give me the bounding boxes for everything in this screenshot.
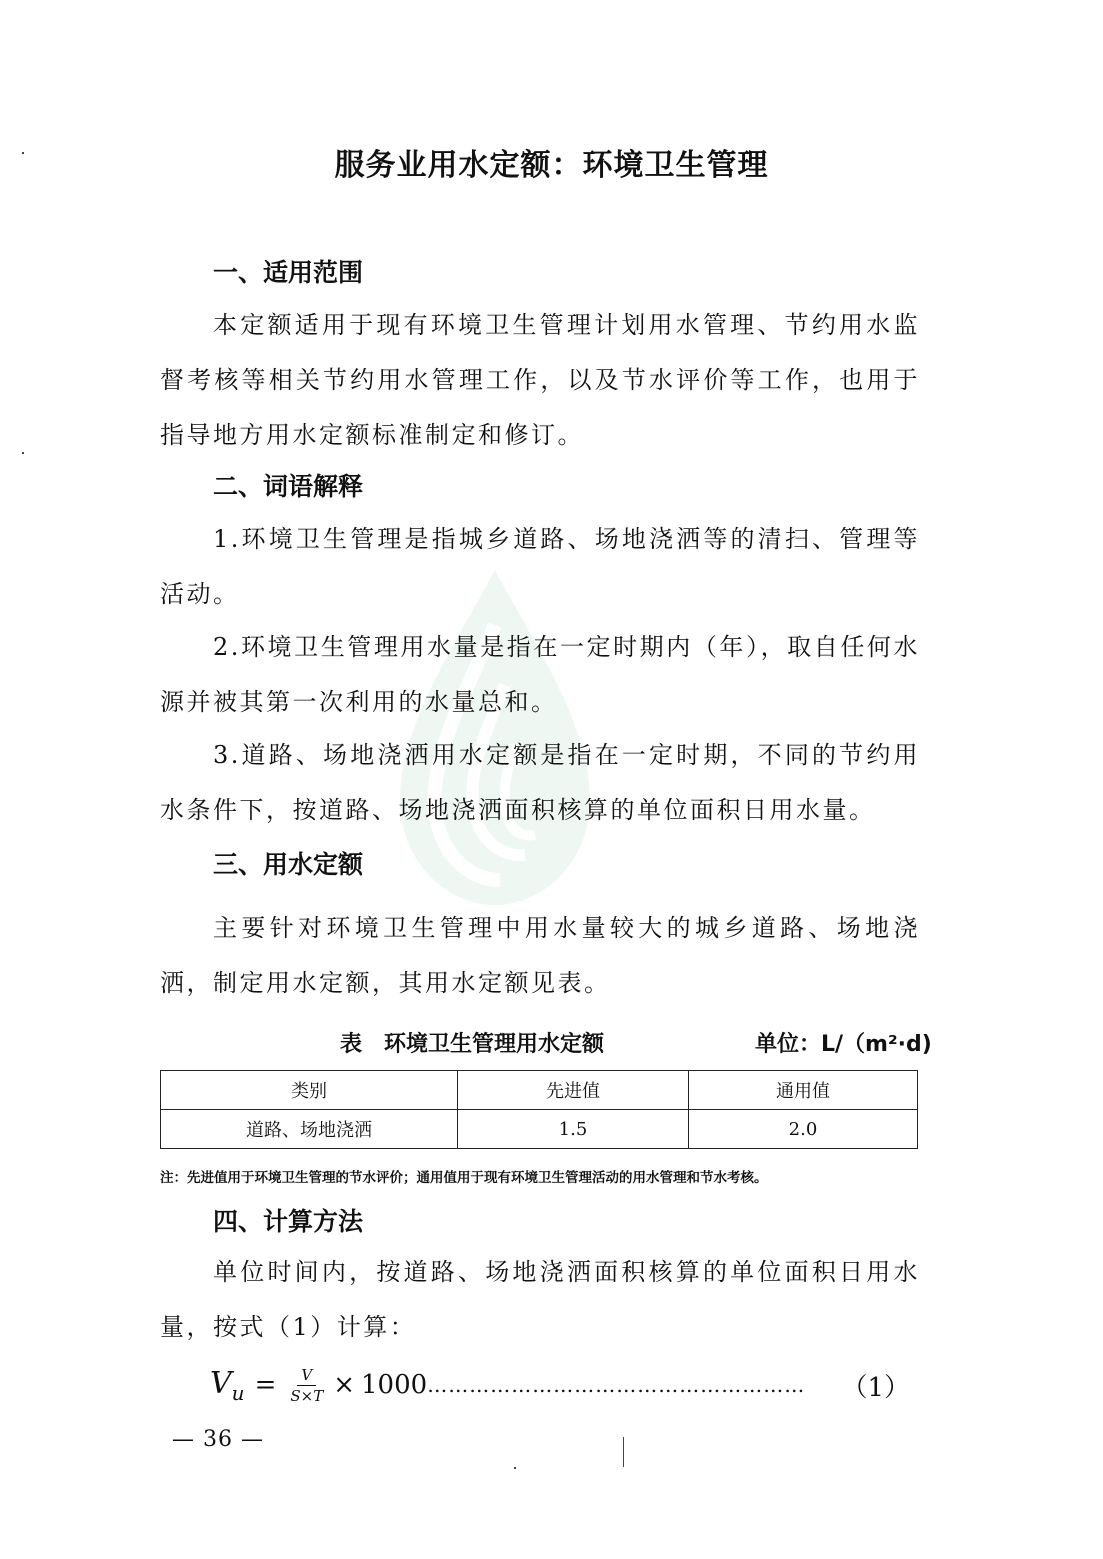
section-heading-method: 四、计算方法 <box>213 1207 364 1236</box>
formula-times: × <box>333 1370 356 1400</box>
table-caption-title: 环境卫生管理用水定额 <box>384 1032 605 1057</box>
formula-1 <box>210 1360 910 1410</box>
scan-speck <box>22 152 24 154</box>
table-cell-general: 2.0 <box>689 1110 918 1149</box>
table-unit-label: 单位：L/（m²·d) <box>755 1032 932 1057</box>
paragraph-quota: 主要针对环境卫生管理中用水量较大的城乡道路、场地浇洒，制定用水定额，其用水定额见表。 <box>160 914 920 997</box>
scan-speck <box>514 1467 516 1469</box>
table-header-category: 类别 <box>161 1071 458 1110</box>
table-header-general: 通用值 <box>689 1071 918 1110</box>
formula-denominator: S×T <box>290 1386 324 1405</box>
table-caption <box>340 1027 604 1058</box>
section-heading-quota: 三、用水定额 <box>213 850 364 879</box>
paragraph-definition-2: 2.环境卫生管理用水量是指在一定时期内（年），取自任何水源并被其第一次利用的水量总和。 <box>160 633 920 716</box>
scan-speck <box>22 452 24 454</box>
paragraph-definition-3: 3.道路、场地浇洒用水定额是指在一定时期，不同的节约用水条件下，按道路、场地浇洒面积核算的单位面积日用水量。 <box>160 741 920 824</box>
table-header-advanced: 先进值 <box>458 1071 689 1110</box>
table-caption-prefix: 表 <box>340 1032 363 1057</box>
formula-number: （1） <box>841 1372 910 1403</box>
formula-leader-dots: ……………………………………………… <box>427 1373 806 1397</box>
document-title: 服务业用水定额：环境卫生管理 <box>334 148 769 183</box>
table-note: 注：先进值用于环境卫生管理的节水评价；通用值用于现有环境卫生管理活动的用水管理和节水考核。 <box>160 1170 768 1186</box>
paragraph-method: 单位时间内，按道路、场地浇洒面积核算的单位面积日用水量，按式（1）计算： <box>160 1258 920 1341</box>
paragraph-definition-1: 1.环境卫生管理是指城乡道路、场地浇洒等的清扫、管理等活动。 <box>160 525 920 608</box>
formula-numerator: V <box>297 1366 316 1386</box>
section-heading-scope: 一、适用范围 <box>213 258 364 287</box>
section-heading-definitions: 二、词语解释 <box>213 472 364 501</box>
quota-table <box>160 1070 918 1149</box>
formula-lhs: $V_u$ <box>210 1365 245 1405</box>
formula-equals: = <box>254 1370 277 1400</box>
table-row <box>161 1110 918 1149</box>
formula-constant: 1000 <box>361 1370 428 1400</box>
paragraph-scope: 本定额适用于现有环境卫生管理计划用水管理、节约用水监督考核等相关节约用水管理工作，以及节水评价等工作，也用于指导地方用水定额标准制定和修订。 <box>160 311 920 449</box>
page-number: — 36 — <box>172 1427 264 1452</box>
formula-fraction <box>290 1366 323 1405</box>
table-cell-advanced: 1.5 <box>458 1110 689 1149</box>
table-cell-category: 道路、场地浇洒 <box>161 1110 458 1149</box>
table-header-row <box>161 1071 918 1110</box>
scan-line-mark <box>623 1437 624 1467</box>
